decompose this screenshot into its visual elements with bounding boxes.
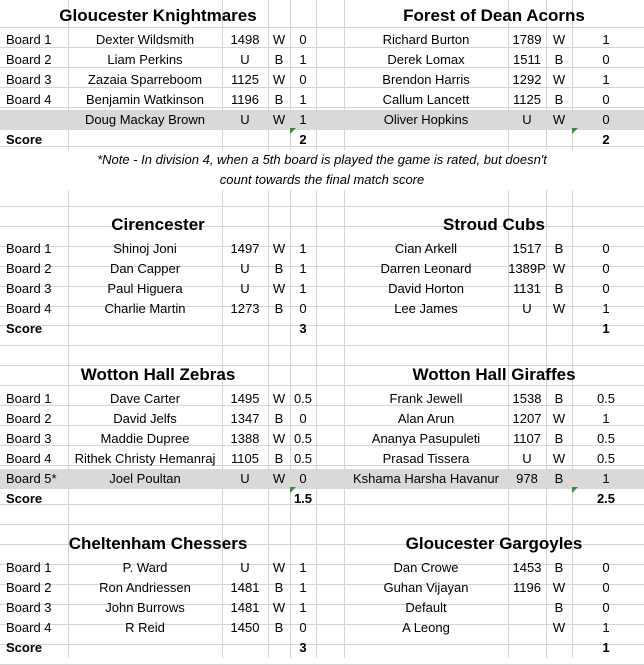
home-player-name: Ron Andriessen (99, 580, 191, 595)
board-row (0, 110, 644, 130)
away-player-rating: 1125 (513, 92, 541, 107)
home-player-rating: 1481 (230, 580, 260, 595)
away-player-rating: 1538 (512, 391, 542, 406)
away-player-rating: 1207 (512, 411, 542, 426)
score-label: Score (6, 132, 43, 147)
board-row (0, 618, 644, 638)
grid-line (0, 206, 644, 207)
away-player-result: 0 (602, 241, 610, 256)
score-label: Score (6, 321, 43, 336)
home-player-rating: 1388 (230, 431, 260, 446)
away-player-colour: W (552, 580, 566, 595)
away-player-rating: 1196 (513, 580, 541, 595)
away-player-result: 0 (602, 92, 610, 107)
away-player-result: 0 (602, 261, 610, 276)
away-player-colour: B (554, 281, 564, 296)
score-row (0, 130, 644, 150)
home-player-result: 1 (299, 600, 307, 615)
home-player-result: 0 (299, 411, 307, 426)
home-player-colour: B (274, 52, 284, 67)
home-score: 3 (299, 640, 307, 655)
team-title-row (0, 215, 644, 235)
away-player-colour: B (554, 241, 564, 256)
away-player-colour: W (552, 261, 566, 276)
board-label: Board 1 (6, 391, 52, 406)
away-player-colour: B (554, 471, 564, 486)
board-row (0, 90, 644, 110)
board-label: Board 2 (6, 261, 52, 276)
score-label: Score (6, 640, 43, 655)
away-player-rating: U (522, 451, 532, 466)
home-player-result: 0 (299, 301, 307, 316)
board-row (0, 469, 644, 489)
home-player-rating: 1273 (230, 301, 260, 316)
away-player-name: Guhan Vijayan (383, 580, 469, 595)
home-player-colour: W (272, 72, 286, 87)
away-player-name: Cian Arkell (394, 241, 458, 256)
home-player-colour: B (274, 411, 284, 426)
home-player-rating: 1125 (231, 72, 259, 87)
away-team-title: Stroud Cubs (443, 215, 545, 234)
away-player-result: 0 (602, 52, 610, 67)
team-title-row (0, 6, 644, 26)
board-label: Board 4 (6, 92, 52, 107)
score-row (0, 319, 644, 339)
board-row (0, 389, 644, 409)
home-player-result: 1 (299, 281, 307, 296)
home-player-colour: W (272, 391, 286, 406)
board-row (0, 279, 644, 299)
board-row (0, 299, 644, 319)
away-player-result: 0.5 (596, 451, 616, 466)
home-player-rating: U (240, 281, 250, 296)
home-player-colour: B (274, 451, 284, 466)
home-player-result: 0 (299, 620, 307, 635)
home-player-colour: W (272, 32, 286, 47)
board-label: Board 4 (6, 620, 52, 635)
home-player-result: 1 (299, 261, 307, 276)
home-player-rating: 1347 (230, 411, 260, 426)
away-team-title: Forest of Dean Acorns (403, 6, 585, 25)
home-player-rating: 1497 (230, 241, 260, 256)
home-player-rating: 1196 (231, 92, 259, 107)
home-player-name: Joel Poultan (109, 471, 181, 486)
home-player-name: Shinoj Joni (113, 241, 177, 256)
away-player-name: Kshama Harsha Havanur (353, 471, 499, 486)
home-player-name: Charlie Martin (104, 301, 186, 316)
home-player-result: 1 (299, 92, 307, 107)
away-player-rating: 1389P (508, 261, 546, 276)
home-player-colour: B (274, 261, 284, 276)
home-player-name: Doug Mackay Brown (85, 112, 205, 127)
home-player-name: Dexter Wildsmith (95, 32, 195, 47)
home-team-title: Cirencester (111, 215, 205, 234)
score-row (0, 489, 644, 509)
home-player-colour: W (272, 281, 286, 296)
board-label: Board 4 (6, 451, 52, 466)
away-player-name: Lee James (394, 301, 458, 316)
home-player-name: Liam Perkins (107, 52, 183, 67)
board-label: Board 3 (6, 281, 52, 296)
away-score: 1 (602, 640, 610, 655)
grid-line (0, 524, 644, 525)
away-player-result: 0 (602, 281, 610, 296)
home-player-rating: 1495 (230, 391, 260, 406)
board-row (0, 30, 644, 50)
away-team-title: Gloucester Gargoyles (405, 534, 583, 553)
away-player-rating: 978 (516, 471, 538, 486)
home-player-colour: B (274, 92, 284, 107)
away-player-name: Default (405, 600, 447, 615)
away-player-rating: U (522, 112, 532, 127)
away-player-name: Ananya Pasupuleti (371, 431, 481, 446)
home-team-title: Wotton Hall Zebras (80, 365, 236, 384)
board-row (0, 50, 644, 70)
home-player-colour: W (272, 241, 286, 256)
home-player-name: John Burrows (105, 600, 185, 615)
home-player-colour: W (272, 112, 286, 127)
away-score: 1 (602, 321, 610, 336)
home-player-result: 0 (299, 72, 307, 87)
away-player-colour: W (552, 451, 566, 466)
board-row (0, 598, 644, 618)
home-player-rating: U (240, 471, 250, 486)
home-player-rating: 1498 (230, 32, 260, 47)
home-player-rating: 1105 (231, 451, 259, 466)
away-player-rating: 1292 (512, 72, 542, 87)
away-player-colour: W (552, 411, 566, 426)
away-player-rating: 1131 (513, 281, 541, 296)
away-player-name: Frank Jewell (389, 391, 463, 406)
home-score: 2 (299, 132, 307, 147)
away-player-rating: 1107 (513, 431, 541, 446)
away-player-colour: W (552, 620, 566, 635)
board-row (0, 239, 644, 259)
home-player-rating: U (240, 261, 250, 276)
away-player-colour: B (554, 600, 564, 615)
home-score: 1.5 (293, 491, 313, 506)
home-player-result: 0 (299, 32, 307, 47)
board-label: Board 3 (6, 72, 52, 87)
home-player-rating: 1450 (230, 620, 260, 635)
away-player-result: 0.5 (596, 391, 616, 406)
home-player-result: 1 (299, 52, 307, 67)
home-player-colour: B (274, 620, 284, 635)
away-team-title: Wotton Hall Giraffes (412, 365, 576, 384)
away-player-name: Prasad Tissera (382, 451, 470, 466)
board-row (0, 429, 644, 449)
away-score: 2.5 (596, 491, 616, 506)
board-label: Board 4 (6, 301, 52, 316)
away-player-colour: W (552, 32, 566, 47)
home-player-colour: W (272, 560, 286, 575)
away-player-colour: W (552, 72, 566, 87)
home-player-result: 1 (299, 241, 307, 256)
cell-comment-marker-icon (572, 487, 578, 493)
away-player-colour: B (554, 431, 564, 446)
home-player-name: R Reid (125, 620, 165, 635)
away-player-name: A Leong (402, 620, 450, 635)
away-player-name: Dan Crowe (393, 560, 459, 575)
score-row (0, 638, 644, 658)
board-row (0, 70, 644, 90)
home-player-colour: B (274, 301, 284, 316)
board-label: Board 1 (6, 560, 52, 575)
away-player-rating: 1511 (513, 52, 541, 67)
away-score: 2 (602, 132, 610, 147)
home-player-rating: U (240, 112, 250, 127)
away-player-rating (508, 618, 546, 638)
away-player-colour: W (552, 112, 566, 127)
away-player-colour: B (554, 52, 564, 67)
away-player-result: 0.5 (596, 431, 616, 446)
home-team-title: Gloucester Knightmares (59, 6, 257, 25)
board-label (6, 110, 68, 130)
away-player-result: 1 (602, 72, 610, 87)
away-player-name: Callum Lancett (382, 92, 470, 107)
cell-comment-marker-icon (290, 487, 296, 493)
division-note-line: *Note - In division 4, when a 5th board is played the game is rated, but doesn't (0, 150, 644, 170)
home-player-name: Benjamin Watkinson (85, 92, 204, 107)
home-player-name: David Jelfs (113, 411, 177, 426)
home-player-name: Dan Capper (109, 261, 181, 276)
away-player-result: 0 (602, 112, 610, 127)
home-player-result: 0.5 (293, 391, 313, 406)
cell-comment-marker-icon (572, 128, 578, 134)
away-player-rating: 1789 (512, 32, 542, 47)
away-player-colour: W (552, 301, 566, 316)
away-player-rating: 1517 (512, 241, 542, 256)
home-player-colour: W (272, 431, 286, 446)
home-player-name: Dave Carter (109, 391, 181, 406)
away-player-colour: B (554, 391, 564, 406)
away-player-name: Oliver Hopkins (383, 112, 469, 127)
home-score: 3 (299, 321, 307, 336)
away-player-name: Derek Lomax (387, 52, 465, 67)
home-player-name: P. Ward (122, 560, 168, 575)
team-title-row (0, 365, 644, 385)
home-player-result: 1 (299, 580, 307, 595)
home-player-rating: U (240, 52, 250, 67)
home-player-colour: B (274, 580, 284, 595)
away-player-colour: B (554, 92, 564, 107)
home-player-result: 1 (299, 560, 307, 575)
away-player-result: 1 (602, 32, 610, 47)
board-label: Board 5* (6, 471, 57, 486)
grid-line (0, 385, 644, 386)
away-player-result: 1 (602, 471, 610, 486)
home-player-result: 0.5 (293, 431, 313, 446)
board-label: Board 2 (6, 411, 52, 426)
home-player-name: Paul Higuera (107, 281, 183, 296)
division-note-line: count towards the final match score (0, 170, 644, 190)
cell-comment-marker-icon (290, 128, 296, 134)
home-player-result: 0 (299, 471, 307, 486)
away-player-result: 1 (602, 301, 610, 316)
board-row (0, 578, 644, 598)
home-player-name: Maddie Dupree (100, 431, 190, 446)
team-title-row (0, 534, 644, 554)
home-team-title: Cheltenham Chessers (68, 534, 248, 553)
home-player-colour: W (272, 471, 286, 486)
away-player-rating (508, 598, 546, 618)
away-player-name: Brendon Harris (382, 72, 470, 87)
home-player-rating: 1481 (230, 600, 260, 615)
board-row (0, 449, 644, 469)
board-label: Board 3 (6, 600, 52, 615)
away-player-name: Darren Leonard (380, 261, 472, 276)
away-player-result: 0 (602, 580, 610, 595)
board-label: Board 2 (6, 580, 52, 595)
away-player-name: David Horton (388, 281, 464, 296)
board-label: Board 2 (6, 52, 52, 67)
board-row (0, 259, 644, 279)
home-player-rating: U (240, 560, 250, 575)
away-player-result: 1 (602, 411, 610, 426)
home-player-result: 1 (299, 112, 307, 127)
away-player-name: Alan Arun (397, 411, 455, 426)
board-label: Board 1 (6, 32, 52, 47)
home-player-name: Zazaia Sparreboom (87, 72, 203, 87)
board-label: Board 3 (6, 431, 52, 446)
away-player-name: Richard Burton (382, 32, 470, 47)
away-player-result: 0 (602, 600, 610, 615)
away-player-colour: B (554, 560, 564, 575)
away-player-rating: U (522, 301, 532, 316)
away-player-rating: 1453 (512, 560, 542, 575)
grid-line (0, 27, 644, 28)
home-player-colour: W (272, 600, 286, 615)
home-player-result: 0.5 (293, 451, 313, 466)
away-player-result: 1 (602, 620, 610, 635)
grid-line (0, 345, 644, 346)
home-player-name: Rithek Christy Hemanraj (74, 451, 216, 466)
board-label: Board 1 (6, 241, 52, 256)
away-player-result: 0 (602, 560, 610, 575)
board-row (0, 409, 644, 429)
board-row (0, 558, 644, 578)
score-label: Score (6, 491, 43, 506)
